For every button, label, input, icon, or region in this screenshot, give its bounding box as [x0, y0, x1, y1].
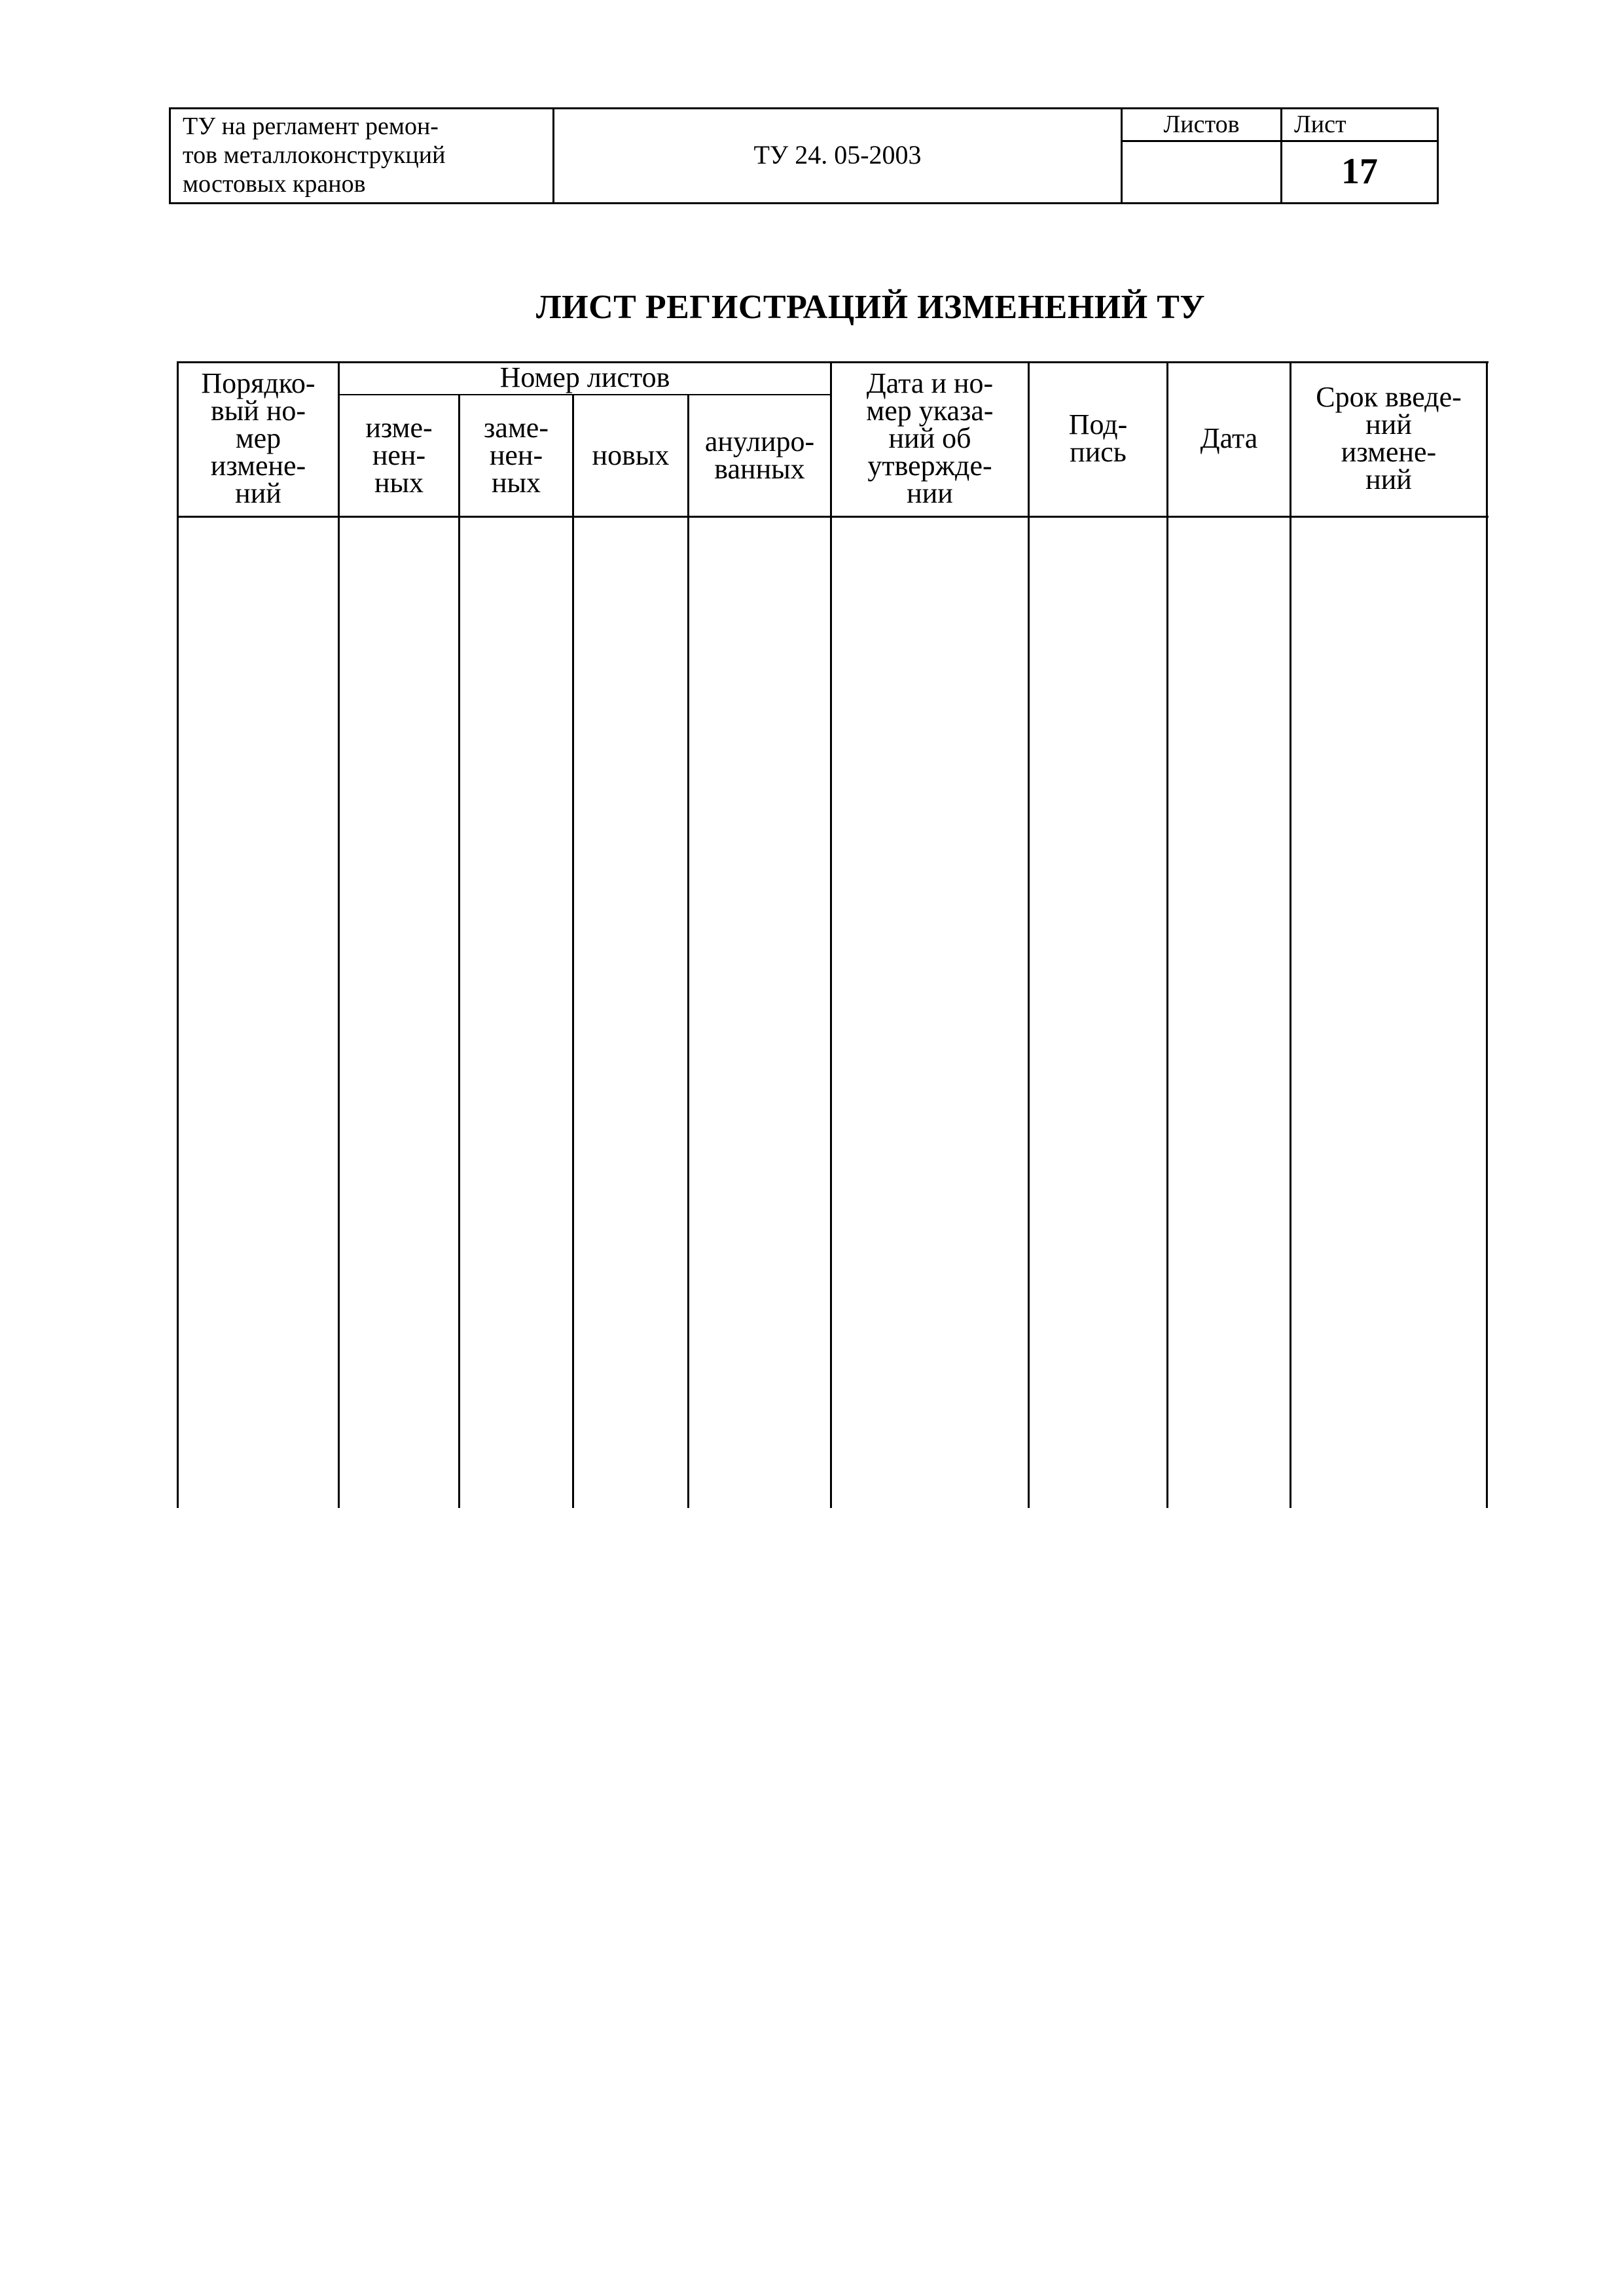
header-replaced [460, 395, 572, 516]
header-replaced-line-2: нен- [489, 439, 543, 471]
sheet-label: Лист [1282, 109, 1437, 142]
header-changed-line-1: изме- [365, 412, 433, 444]
header-signature-line-2: пись [1070, 436, 1127, 468]
header-date-and-number-line-4: утвержде- [867, 450, 992, 482]
header-changed-line-3: ных [374, 467, 424, 499]
column-border-9 [1486, 361, 1488, 1508]
header-term-line-1: Срок введе- [1316, 381, 1462, 413]
sheet-number: 17 [1341, 151, 1378, 192]
header-sheet-numbers-group [340, 361, 830, 394]
change-registration-table [177, 361, 1489, 1508]
description-line-2: тов металлоконструкций [183, 141, 446, 169]
header-replaced-line-1: заме- [484, 412, 549, 444]
header-term-line-4: ний [1365, 463, 1412, 495]
header-new-line-1: новых [592, 439, 670, 471]
header-term-line-2: ний [1365, 408, 1412, 440]
header-order-number-line-2: вый но- [210, 395, 306, 427]
header-order-number [179, 361, 338, 516]
header-replaced-line-3: ных [491, 467, 541, 499]
header-cancelled [689, 395, 830, 516]
header-date-and-number-line-2: мер указа- [866, 395, 994, 427]
header-order-number-line-5: ний [235, 477, 281, 509]
table-body [179, 518, 1486, 1508]
page-title: ЛИСТ РЕГИСТРАЦИЙ ИЗМЕНЕНИЙ ТУ [535, 289, 1206, 326]
header-date-and-number-line-5: нии [907, 477, 953, 509]
header-date-and-number [832, 361, 1028, 516]
header-term [1291, 361, 1486, 516]
header-order-number-line-4: измене- [210, 450, 306, 482]
header-date-and-number-line-1: Дата и но- [866, 367, 994, 399]
header-sheet-numbers-label: Номер листов [499, 361, 670, 393]
header-date [1168, 361, 1290, 516]
header-new [574, 395, 687, 516]
title-block [169, 107, 1439, 204]
description-line-3: мостовых кранов [183, 170, 366, 198]
header-signature-line-1: Под- [1068, 408, 1128, 440]
header-order-number-line-3: мер [235, 422, 281, 454]
description-line-1: ТУ на регламент ремон- [183, 113, 439, 140]
sheets-total-value [1123, 142, 1282, 202]
header-changed-line-2: нен- [372, 439, 426, 471]
header-cancelled-line-1: анулиро- [704, 425, 815, 457]
header-order-number-line-1: Порядко- [201, 367, 316, 399]
document-code: ТУ 24. 05-2003 [554, 109, 1123, 202]
header-cancelled-line-2: ванных [714, 453, 805, 485]
header-signature [1030, 361, 1166, 516]
header-changed [340, 395, 458, 516]
header-term-line-3: измене- [1341, 436, 1437, 468]
sheets-total-label: Листов [1123, 109, 1282, 142]
header-date-line-1: Дата [1200, 422, 1258, 454]
header-date-and-number-line-3: ний об [888, 422, 971, 454]
document-description [171, 109, 554, 202]
